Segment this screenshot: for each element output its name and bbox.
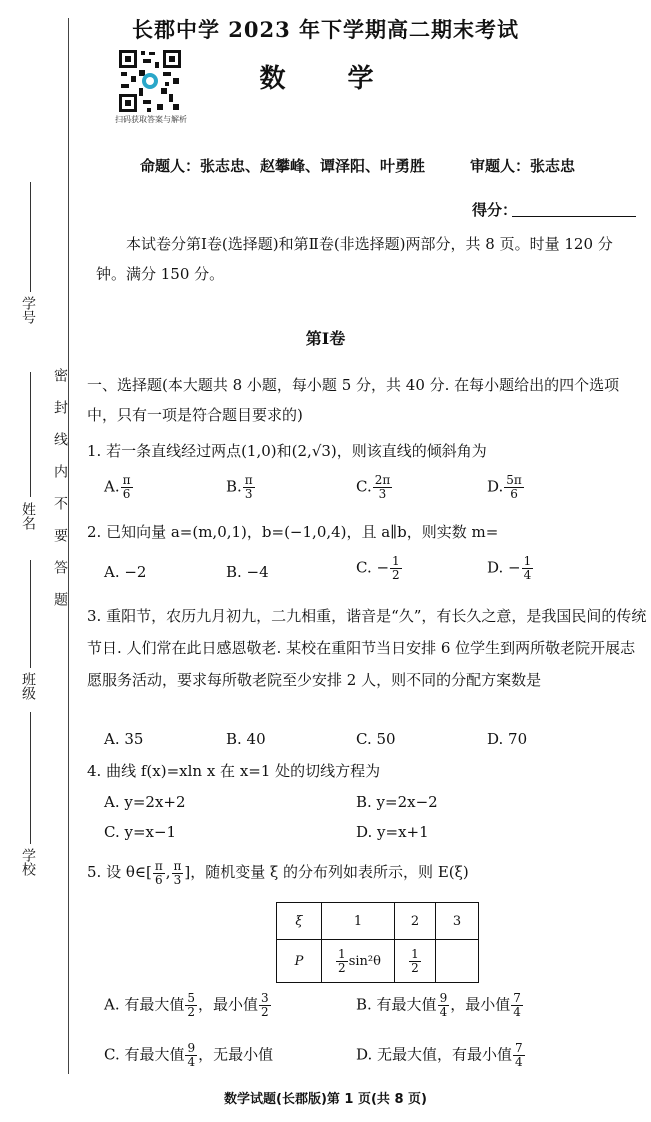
score-blank[interactable] bbox=[512, 216, 636, 217]
q3-option-b[interactable]: B. 40 bbox=[226, 730, 266, 748]
q1-sqrt: √3 bbox=[311, 442, 331, 460]
student-no-line bbox=[30, 182, 31, 292]
table-cell-p1: $\frac{1}{2}$ sin²θ bbox=[322, 940, 395, 983]
q2-option-a[interactable]: A. −2 bbox=[104, 563, 147, 581]
q5-stem-part: 5. 设 θ∈[ bbox=[87, 863, 152, 881]
authors: 命题人：张志忠、赵攀峰、谭泽阳、叶勇胜 bbox=[140, 157, 426, 175]
q3-option-d[interactable]: D. 70 bbox=[487, 730, 528, 748]
exam-title: 长郡中学 2023 年下学期高二期末考试 bbox=[131, 17, 520, 42]
q1-option-b[interactable]: B. $\frac{\pi}{3}$ bbox=[226, 473, 253, 501]
table-header-1: 1 bbox=[322, 903, 395, 940]
q1-stem-part: )，则该直线的倾斜角为 bbox=[330, 442, 487, 460]
q5-stem-part: ]，随机变量 ξ 的分布列如表所示，则 E(ξ) bbox=[184, 863, 469, 881]
student-no-label: 学号 bbox=[20, 296, 36, 324]
table-header-2: 2 bbox=[395, 903, 436, 940]
section-title: 第Ⅰ卷 bbox=[305, 329, 346, 348]
question-2-stem: 2. 已知向量 a=(m,0,1)，b=(−1,0,4)，且 a∥b，则实数 m= bbox=[87, 523, 499, 541]
q3-option-c[interactable]: C. 50 bbox=[356, 730, 396, 748]
q2-option-c[interactable]: C. − $\frac{1}{2}$ bbox=[356, 554, 400, 582]
q1-option-c[interactable]: C. $\frac{2\pi}{3}$ bbox=[356, 473, 391, 501]
q4-option-b[interactable]: B. y=2x−2 bbox=[356, 793, 438, 811]
reviewer: 审题人：张志忠 bbox=[470, 157, 576, 175]
table-header-xi: ξ bbox=[277, 903, 322, 940]
q2-option-d[interactable]: D. − $\frac{1}{4}$ bbox=[487, 554, 532, 582]
q5-option-c[interactable]: C. 有最大值 $\frac{9}{4}$ ，无最小值 bbox=[104, 1041, 274, 1069]
subject-title: 数 学 bbox=[259, 64, 392, 94]
q4-option-c[interactable]: C. y=x−1 bbox=[104, 823, 177, 841]
q5-option-d[interactable]: D. 无最大值，有最小值 $\frac{7}{4}$ bbox=[356, 1041, 523, 1069]
q1-option-a[interactable]: A. $\frac{\pi}{6}$ bbox=[104, 473, 131, 501]
exam-intro: 本试卷分第Ⅰ卷(选择题)和第Ⅱ卷(非选择题)两部分，共 8 页。时量 120 分钟。满分 150 分。 bbox=[96, 235, 613, 283]
table-cell-p3 bbox=[436, 940, 479, 983]
q4-option-d[interactable]: D. y=x+1 bbox=[356, 823, 429, 841]
question-5-stem: 5. 设 θ∈[ $\frac{\pi}{6}$ , $\frac{\pi}{3}$ ]，随机变量 ξ 的分布列如表所示，则 E(ξ) bbox=[87, 858, 469, 887]
qr-code[interactable] bbox=[117, 48, 183, 114]
q2-option-b[interactable]: B. −4 bbox=[226, 563, 269, 581]
table-cell-p2: $\frac{1}{2}$ bbox=[395, 940, 436, 983]
question-4-stem: 4. 曲线 f(x)=xln x 在 x=1 处的切线方程为 bbox=[87, 762, 381, 780]
class-label: 班级 bbox=[20, 672, 36, 700]
q1-stem-part: 1. 若一条直线经过两点(1,0)和(2, bbox=[87, 442, 312, 460]
page-footer: 数学试题(长郡版)第 1 页(共 8 页) bbox=[224, 1092, 427, 1107]
score-label: 得分： bbox=[472, 201, 518, 219]
q3-option-a[interactable]: A. 35 bbox=[104, 730, 144, 748]
qr-caption: 扫码获取答案与解析 bbox=[115, 115, 187, 124]
question-3-stem: 3. 重阳节，农历九月初九，二九相重，谐音是“久”，有长久之意，是我国民间的传统节日. 人们常在此日感恩敬老. 某校在重阳节当日安排 6 位学生到两所敬老院开展志愿服务活动，要求每所敬老院至少安排 2 人，则不同的分配方案数是 bbox=[87, 607, 647, 689]
name-line bbox=[30, 372, 31, 497]
table-row-label-p: P bbox=[277, 940, 322, 983]
seal-warning: 密 封 线 内 不 要 答 题 bbox=[52, 368, 68, 608]
q5-option-b[interactable]: B. 有最大值 $\frac{9}{4}$ ，最小值 $\frac{7}{4}$ bbox=[356, 991, 521, 1019]
q5-option-a[interactable]: A. 有最大值 $\frac{5}{2}$ ，最小值 $\frac{3}{2}$ bbox=[104, 991, 269, 1019]
q1-option-d[interactable]: D. $\frac{5\pi}{6}$ bbox=[487, 473, 522, 501]
q4-option-a[interactable]: A. y=2x+2 bbox=[104, 793, 186, 811]
class-line bbox=[30, 560, 31, 668]
name-label: 姓名 bbox=[20, 502, 36, 530]
table-header-3: 3 bbox=[436, 903, 479, 940]
question-1-stem bbox=[87, 436, 647, 466]
school-label: 学校 bbox=[20, 848, 36, 876]
distribution-table bbox=[276, 902, 479, 983]
choice-section-heading: 一、选择题(本大题共 8 小题，每小题 5 分，共 40 分. 在每小题给出的四个选项中，只有一项是符合题目要求的) bbox=[87, 376, 620, 424]
school-line bbox=[30, 712, 31, 844]
